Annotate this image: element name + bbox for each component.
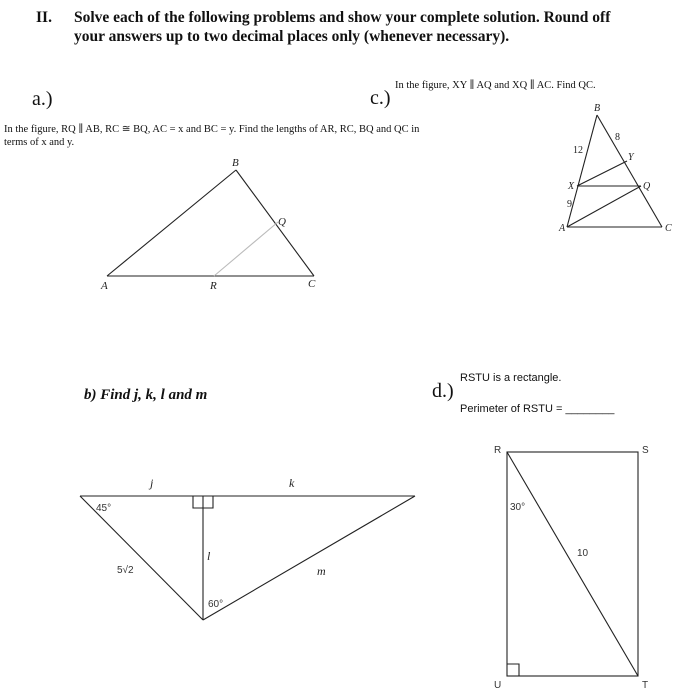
label-k: k [289,476,295,490]
label-diagonal-10: 10 [577,548,589,559]
label-angle-30: 30° [510,502,526,513]
label-angle-60: 60° [208,599,224,610]
vertex-u-label: U [494,680,502,691]
vertex-t-label: T [642,680,649,691]
problem-a-statement-line-2: terms of x and y. [4,137,75,148]
label-angle-45: 45° [96,503,112,514]
label-l: l [207,549,211,563]
point-c-y-label: Y [628,152,634,163]
vertex-s-label: S [642,445,649,456]
point-c-b-label: B [594,103,601,114]
label-m: m [317,564,326,578]
point-c-label: C [308,278,316,290]
problem-b-label: b) Find j, k, l and m [84,387,208,403]
point-c-x-label: X [568,181,575,192]
segment-bx-value: 12 [573,145,583,156]
point-c-q-label: Q [643,181,651,192]
label-j: j [150,476,154,490]
point-a-label: A [101,280,108,292]
instructions-line-2: your answers up to two decimal places only (whenever necessary). [74,28,510,45]
problem-d-label: d.) [432,380,454,402]
segment-xa-value: 9 [567,199,572,210]
vertex-r-label: R [494,445,502,456]
point-q-label: Q [278,216,286,228]
problem-a-statement-line-1: In the figure, RQ ∥ AB, RC ≅ BQ, AC = x and BC = y. Find the lengths of AR, RC, BQ and QC in [4,124,420,135]
point-b-label: B [232,157,239,169]
problem-c-statement: In the figure, XY ∥ AQ and XQ ∥ AC. Find QC. [395,80,596,91]
point-r-label: R [210,280,217,292]
problem-d-statement-1: RSTU is a rectangle. [460,372,562,384]
problem-a-label: a.) [32,88,53,110]
label-side-5-root-2: 5√2 [117,565,134,576]
point-c-c-label: C [665,223,672,234]
segment-by-value: 8 [615,132,620,143]
section-number: II. [36,9,52,26]
problem-c-label: c.) [370,87,391,109]
problem-d-statement-2: Perimeter of RSTU = ________ [460,403,615,415]
instructions-line-1: Solve each of the following problems and show your complete solution. Round off [74,9,611,26]
point-c-a-label: A [559,223,566,234]
